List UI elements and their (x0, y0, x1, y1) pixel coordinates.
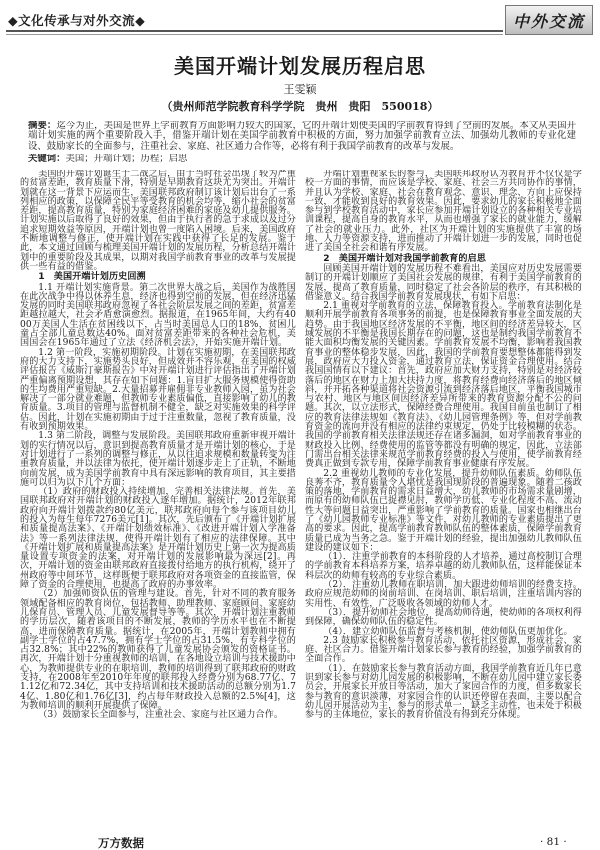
suggestion-4-paragraph: （4）．建立幼师队伍监督与考核机制，使幼师队伍更加优化。 (323, 626, 573, 637)
journal-logo-text: 中外交流 (512, 11, 585, 31)
section-2-intro-paragraph: 回顾美国开端计划的发展历程不难看出，美国应对历史发展需要制订的开端计划顺应了美国社会发展的规律，有利于美国学前教育的发展，提高了教育质量，同时稳定了社会各阶层的秩序，有其积极的借鉴意义。结合我国学前教育发展现状，有如下启思： (305, 263, 582, 302)
subsection-1-2-paragraph: 1.2 第一阶段，实施初期阶段。计划在实施初期，在美国联邦政府的大力支持下，实施势头良好，但成效并不容乐观，在美国的权威评估报告《威斯汀豪斯报告》中对开端计划进行评估指出了开端计划严重偏离预期设想，其存在如下问题：1.盲目扩大服务规模使得资助的生均费用严重短缺。2.大量招募并雇佣非专业教师入园，虽为社会解决了一部分就业难题，但教师专业素质偏低，直接影响了幼儿的教育质量。3.项目的管理与监督机制不健全，缺乏对实施效果的科学评估。因此，计划在实施初期由于过于注重数量，忽视了教育质量，没有收到预期效果。 (20, 347, 296, 433)
subsection-2-2-paragraph: 2.2 重视幼儿教师的专业化发展，提升幼师队伍素质。幼师队伍良莠不齐，教育质量令人堪忧是我国现阶段的普遍现象。随着二孩政策的落地，学前教育的需求日益增大，幼儿教师的市场需求量剧增，而原有的幼师队伍已捉襟见肘，教师学历低、专业化程度不高、流动性大等问题日益突出，严重影响了学前教育的质量。国家也相继出台了《幼儿园教师专业标准》等文件，对幼儿教师的专业素质提出了更高的要求。因此，提高学前教育教师队伍的整体素质，保障学前教育质量已成为当务之急。鉴于开端计划的经验，提出加强幼儿教师队伍建设的建议如下： (305, 468, 582, 553)
page-number: · 81 · (540, 836, 567, 848)
left-column (20, 170, 296, 830)
suggestion-3-paragraph: （3）．提升幼师社会地位，提高幼师待遇，使幼师的各项权利得到保障，确保幼师队伍的稳定性。 (305, 607, 582, 628)
measure-3-heading: （3）鼓励家长全面参与，注重社会、家庭与社区通力合作。 (38, 710, 284, 721)
abstract-label: 摘要： (28, 121, 57, 131)
author-affiliation: （贵州师范学院教育科学学院 贵州 贵阳 550018） (161, 100, 439, 113)
measure-1-paragraph: （1）政府的财政投入持续增加，完善相关法律法规。首先，美国联邦政府对开端计划的财政投入逐年增加。据统计，2012年联邦政府向开端计划拨款约80亿美元，联邦政府向每个参与该项目幼儿的投入为每生每年7276美元[1]。其次，先后颁布了《开端计划扩展和质量提高法案》、《开端计划绩效标准》、《改进开端计划入学准备法》等一系列法律法规，使得开端计划有了相应的法律保障。其中《开端计划扩展和质量提高法案》是开端计划历史上第一次为提高质量设置专项资金的法案，对开端计划的发展影响最为深远[2]。再次，开端计划的资金由联邦政府直接拨付给地方的执行机构，绕开了州政府等中间环节，这样既便于联邦政府对各项资金的直接监管，保障了资金的合理使用，也提高了政府的办事效率。 (20, 487, 296, 591)
section-heading-1: 1 美国开端计划历史回溯 (38, 272, 146, 283)
subsection-1-3-paragraph: 1.3 第二阶段，调整与发展阶段。美国联邦政府重新审视开端计划的实行情况以后，意识到提高教育质量才是开端计划的核心，于是对计划进行了一系列的调整与修正，从以往追求规模和数量转变为注重教育质量，并以法律为依托，使开端计划逐步走上了正轨，不断地向前发展，成为美国学前教育中具有深远影响的教育项目，其主要措施可以归为以下几个方面： (20, 431, 296, 488)
keywords-text: 美国；开端计划；历程；启思 (65, 154, 188, 164)
keywords (28, 154, 576, 165)
keywords-label: 关键词： (28, 154, 66, 164)
intro-paragraph: 美国的开端计划诞生于二战之后，由于当时社会出现了较为严重的贫富差距，教育质量下滑，特别是早期教育这块尤为突出。开端计划就在这一背景下应运而生，美国联邦政府制订该计划后出台了一系列相应的政策，以保障全民平等受教育的机会均等，缩小社会的贫富差距，提高教育质量，特别为家庭经济困难的家庭及幼儿提供服务。计划实施以后取得了良好的效果，但由于执行者的急于求成以及过分追求短期效益等原因，开端计划也曾一度陷入困境。后来，美国政府不断地调整与修正，使开端计划在实践中获得了长足的发展。鉴于此，本文通过回顾与梳理美国开端计划的发展历程，分析总结开端计划中的重要阶段及其成果，以期对我国学前教育事业的改革与发展提供一些有益的借鉴。 (20, 170, 296, 272)
section-heading-2: 2 美国开端计划对我国学前教育的启思 (323, 253, 486, 264)
cooperation-1-paragraph: （1）．在鼓励家长参与教育活动方面，我国学前教育近几年已意识到家长参与对幼儿园发展的积极影响，不断在幼儿园中建立家长委员会，开展家长开放日等活动，加大了家园合作的力度，但多数家长参与教育的意识淡薄，对家园合作的认识还停留在表面，主要以配合幼儿园开展活动为主，参与的形式单一，缺乏主动性，也未处于积极参与的主体地位，家长的教育价值没有得到充分体现。 (305, 663, 582, 721)
author-name: 王雯颖 (283, 83, 317, 96)
article-title: 美国开端计划发展历程启思 (174, 54, 426, 78)
journal-logo (505, 5, 593, 35)
database-watermark: 万方数据 (98, 836, 144, 850)
suggestion-2-paragraph: （2）．注重幼儿教师在职培训，加大跟进幼师培训的经费支持。政府应规范幼师的岗前培训、在岗培训、职后培训，注重培训内容的实用性、有效性，广泛吸收各领域的幼师人才。 (305, 580, 582, 609)
header-rule-thin (6, 34, 503, 35)
subsection-2-3-paragraph: 2.3 鼓励家长积极参与教育活动，依托社区资源，形成社会、家庭、社区合力。借鉴开端计划家长参与教育的经验，加强学前教育的全面合作。 (305, 635, 582, 665)
subsection-2-1-paragraph: 2.1 重视对学前教育的立法，保障教育投入。学前教育法制化是顺利开展学前教育各项事务的前提，也是保障教育事业全面发展的大趋势。由于我国地区经济发展的不平衡，地区间的经济差异较大，区域发展的不平衡是我国长期存在的问题，这也是制约我国学前教育不能大面积均衡发展的关键因素。学前教育发展不均衡，影响着我国教育事业的整体稳步发展，因此，我国的学前教育要想整体都能得到发展，政府应大力投入资金，通过教育立法，保证资金合理使用。结合我国国情有以下建议：首先，政府应加大财力支持，特别是对经济较落后的地区在财力上加大扶持力度，将教育经费向经济落后的地区倾斜，并开拓各种渠道将社会资源引流到经济落后地区，平衡我国城市与农村、地区与地区间因经济差异所带来的教育资源分配不公的问题。其次，以立法形式，保障经费合理使用。我国目前虽也制订了相应的教育法律法规如《教育法》、《幼儿园管理条例》等，但对学前教育资金的流向并没有相应的法律约束规定，仍处于比较模糊的状态。我国的学前教育相关法律法规还存在诸多漏洞，如对学前教育事业的财政投入比例、经费使用的监管等都没有明确的规定，因此，立法部门需出台相关法律来规范学前教育经费的投入与使用，使学前教育经费真正做到专款专用，保障学前教育事业健康有序发展。 (305, 301, 582, 470)
abstract (28, 121, 576, 153)
subsection-1-1-paragraph: 1.1 开端计划实施背景。第二次世界大战之后，美国作为战胜国在此次战争中得以休养生息，经济也得到空前的发展，但在经济迅猛发展的同时美国联邦政府忽视了各社会阶层发展之间的差距，贫富差距越拉越大，社会矛盾愈演愈烈。据报道，在1965年间，大约有4000万美国人生活在贫困线以下，占当时美国总人口的18%，贫困儿童占全部儿童总数达40%。面对贫富差距带来的各种社会危机，美国国会在1965年通过了立法《经济机会法》，开始实施开端计划。 (20, 282, 296, 349)
suggestion-1-paragraph: （1）．注重学前教育的本科阶段的人才培养，通过高校制订合理的学前教育本科培养方案，培养卓越的幼儿教师队伍，这样能保证本科层次的幼师有较高的专业综合素质。 (305, 552, 582, 581)
measure-2-paragraph: （2）加强师资队伍的管理与建设。首先，针对不同的教育服务领域配备相应的教育岗位，包括教师、助理教师、家庭顾问、家庭幼儿保育员、管理人员、儿童发展督导等等。其次，开端计划注重教师的学历层次，随着该项目的不断发展，教师的学历水平也在不断提高，进而保障教育质量。据统计，在2005年，开端计划教师中拥有副学士学位的占47.7%，拥有学士学位的占31.5%，有专科学位的占32.8%；其中22%的教师获得了儿童发展协会颁发的资格证书。再次，开端计划十分重视教师的培训，在各地设立培训与技术援助中心，为教师提供专业的在职培训，教师的培训得到了联邦政府的财政支持，在2008年至2010年年度的联邦投入经费分别为68.77亿、71.12亿和72.34亿，其中支持培训和技术援助活动的总额分别为1.74亿、1.80亿和1.76亿[3]，约占每年财政投入总额的2.5%[4]，这为教师培训的顺利开展提供了保障。 (20, 589, 296, 711)
running-header-section-label: ◆文化传承与对外交流◆ (8, 13, 146, 28)
header-rule (6, 30, 503, 32)
measure-3-paragraph: 开端计划重视家长的参与，美国联邦政府认为教育并不仅仅是学校一方面的事情，而应该是学校、家庭、社会三方共同协作的事情，并且认为学校、家庭、社会在教育观念、意识、理念、方向上应保持一致，才能收到良好的教育效果。因此，要求幼儿的家长积极地全面参与到学校教育活动中，家长应参加开端计划设立的各种相关专业培训课程，提高自身的教育水平，从而也增强了家长的就业能力，缓解了社会的就业压力。此外，社区为开端计划的实施提供了丰富的场地、人力等资源支持，进而推动了开端计划进一步的发展，同时也促进了美国全社会和谐有序发展。 (305, 170, 582, 254)
abstract-text: 迄今为止，美国是世界上学前教育方面影响力较大的国家，它的开端计划使美国的学前教育得到了空前的发展。本文从美国开端计划实施的两个重要阶段入手，借鉴开端计划在美国学前教育中积极的方面，努力加强学前教育立法、加强幼儿教师的专业化建设、鼓励家长的全面参与，注重社会、家庭、社区通力合作等，必将有利于我国学前教育的改革与发展。 (28, 121, 576, 152)
right-column (305, 170, 582, 830)
